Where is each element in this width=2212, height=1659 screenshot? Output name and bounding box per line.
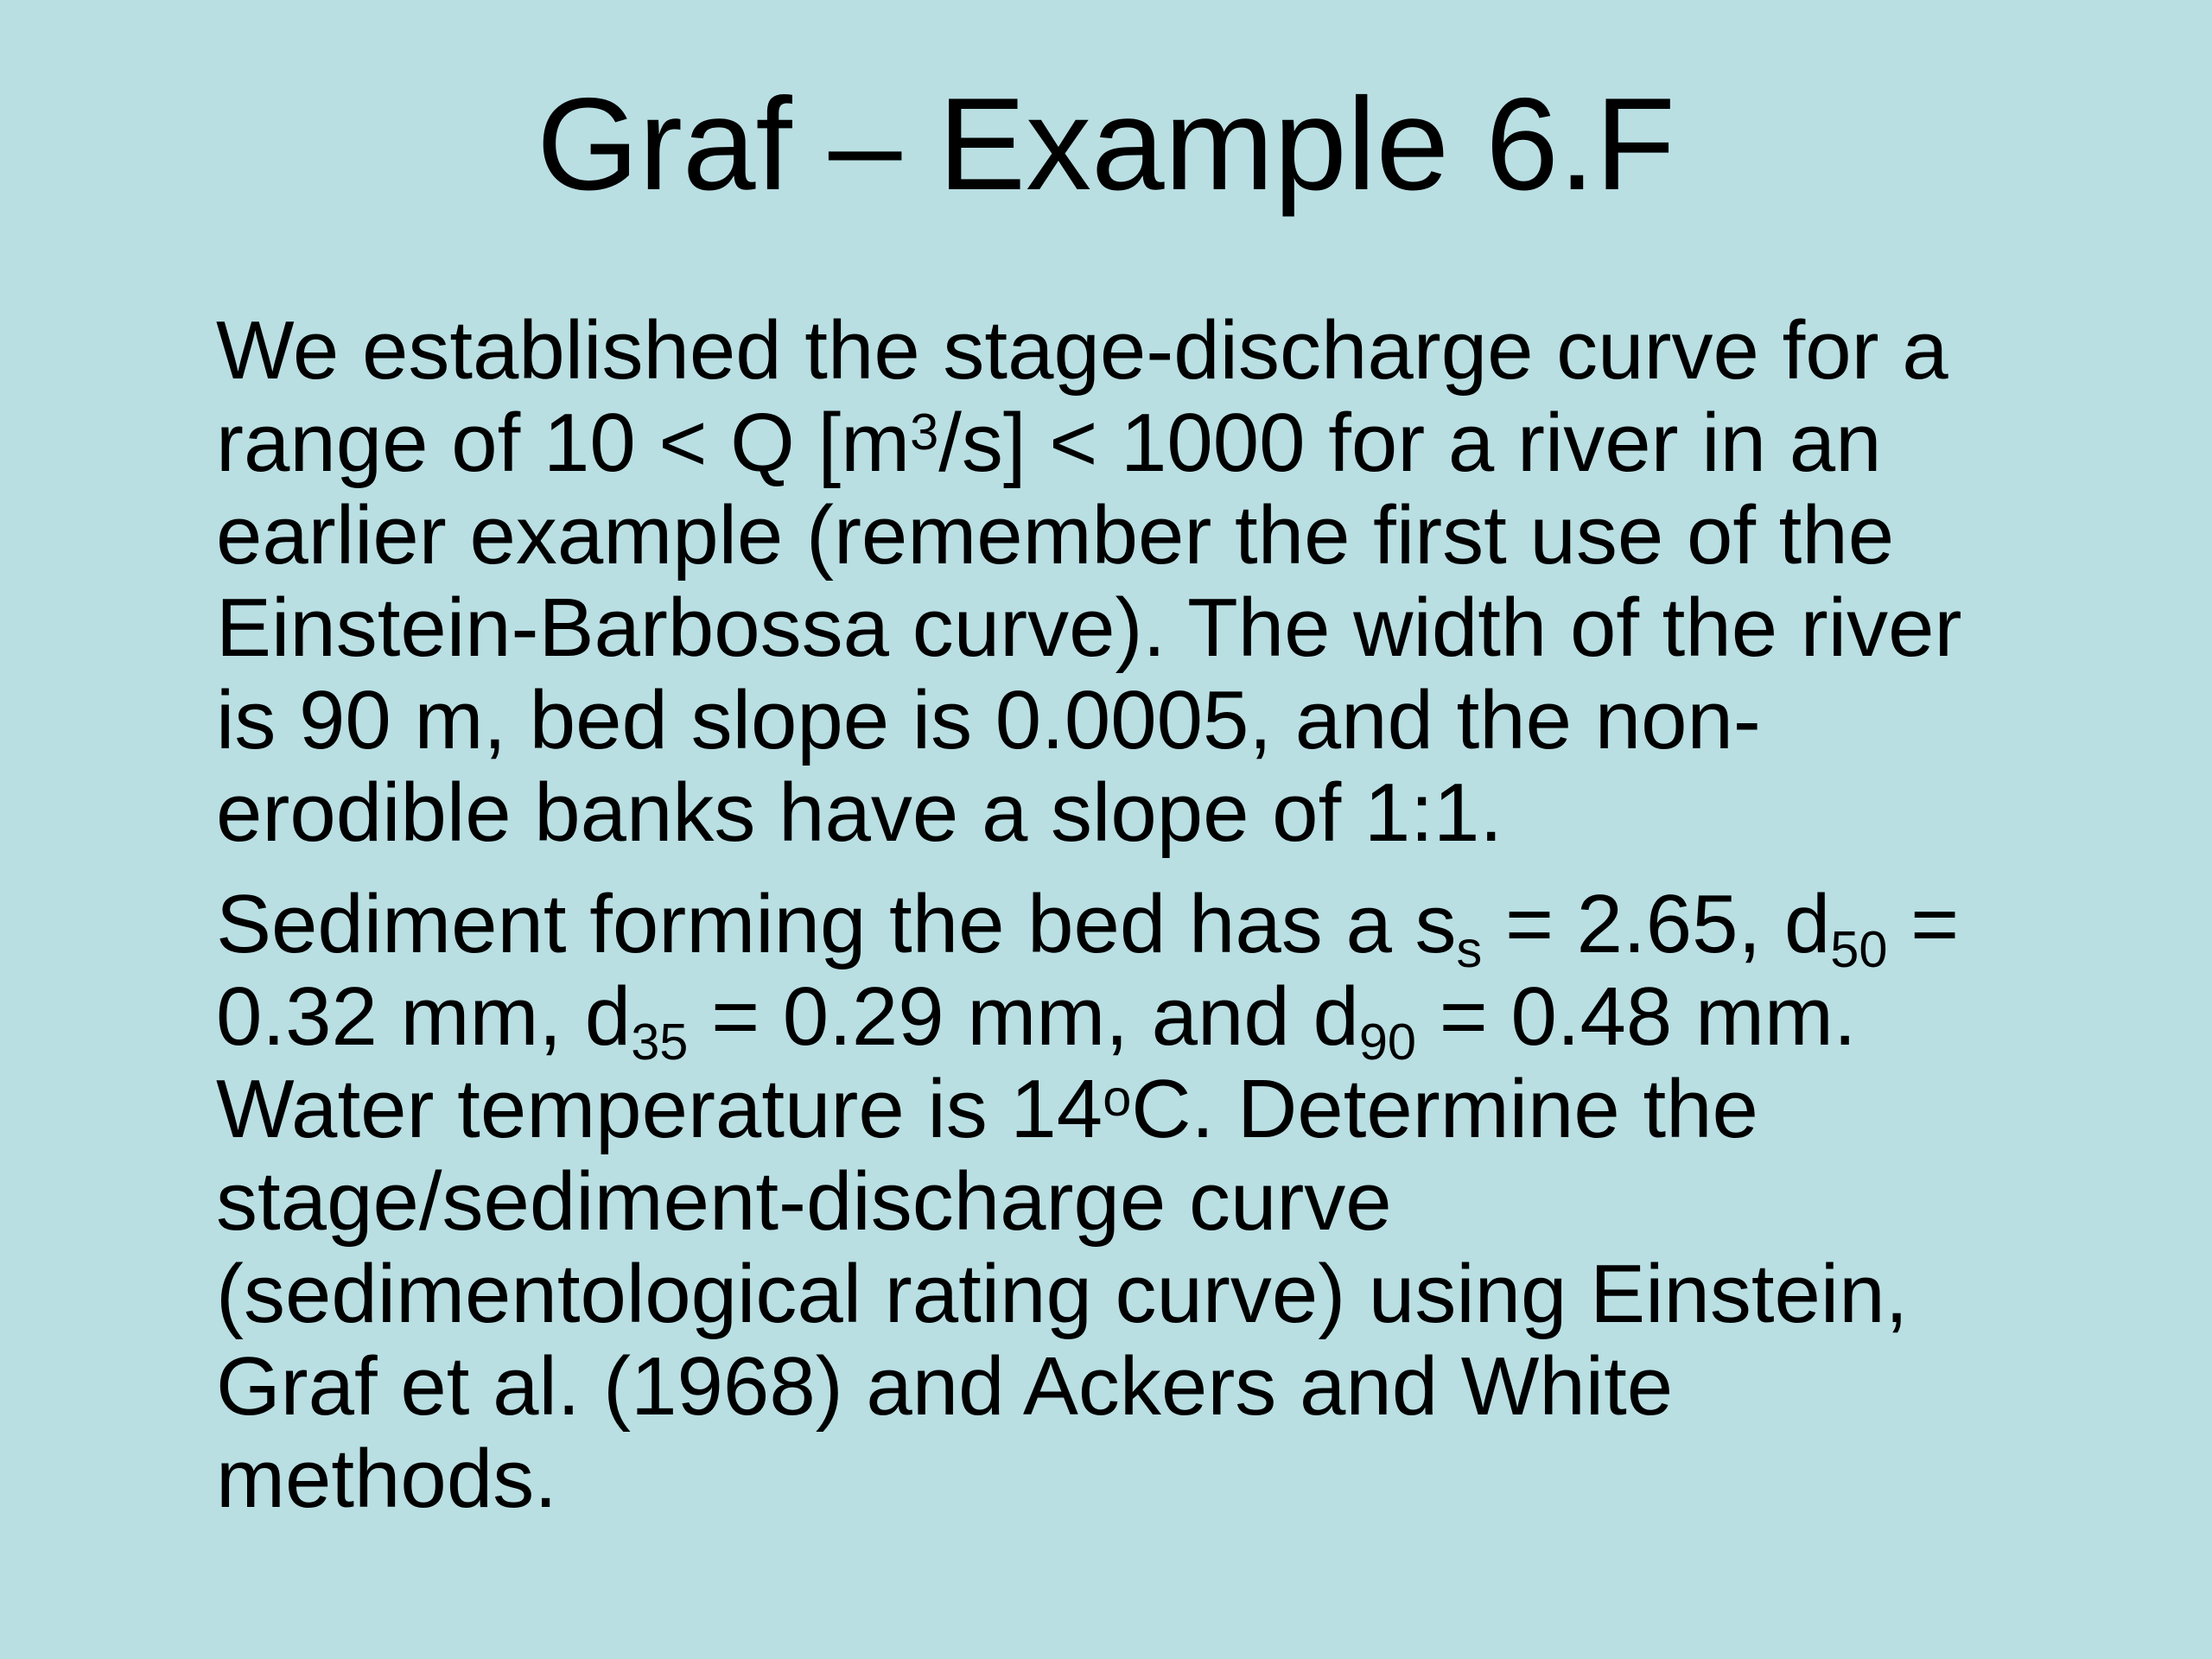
text-line: Einstein-Barbossa curve). The width of the river bbox=[216, 582, 1962, 674]
text-line: is 90 m, bed slope is 0.0005, and the non- bbox=[216, 674, 1761, 766]
subscript: 35 bbox=[631, 1012, 689, 1071]
text-run: Sediment forming the bed has a s bbox=[216, 878, 1457, 970]
text-line: (sedimentological rating curve) using Einstein, bbox=[216, 1248, 1909, 1340]
text-line bbox=[216, 1063, 2143, 1155]
text-line: Graf et al. (1968) and Ackers and White bbox=[216, 1340, 1674, 1433]
superscript: 3 bbox=[910, 403, 939, 461]
text-line: stage/sediment-discharge curve bbox=[216, 1155, 1392, 1248]
slide-body bbox=[216, 304, 2143, 1525]
text-run: C. Determine the bbox=[1131, 1063, 1758, 1155]
text-run: range of 10 < Q [m bbox=[216, 397, 911, 489]
text-line bbox=[216, 878, 2143, 978]
problem-statement-paragraph bbox=[216, 304, 2143, 859]
text-run: Water temperature is 14 bbox=[216, 1063, 1103, 1155]
subscript: s bbox=[1456, 919, 1483, 978]
text-run: = 0.48 mm. bbox=[1416, 970, 1857, 1063]
sediment-properties-paragraph bbox=[216, 878, 2143, 1525]
text-run: = 0.29 mm, and d bbox=[688, 970, 1359, 1063]
slide-title: Graf – Example 6.F bbox=[537, 71, 1675, 218]
text-run: = 2.65, d bbox=[1482, 878, 1831, 970]
text-line: erodible banks have a slope of 1:1. bbox=[216, 766, 1503, 859]
text-run: 0.32 mm, d bbox=[216, 970, 632, 1063]
subscript: 50 bbox=[1830, 919, 1888, 978]
text-line: methods. bbox=[216, 1433, 557, 1525]
text-line bbox=[216, 397, 2143, 489]
text-run: /s] < 1000 for a river in an bbox=[938, 397, 1882, 489]
text-run: = bbox=[1887, 878, 1960, 970]
subscript: 90 bbox=[1358, 1012, 1417, 1071]
superscript: o bbox=[1103, 1069, 1132, 1128]
text-line: earlier example (remember the first use of the bbox=[216, 489, 1895, 582]
text-line: We established the stage-discharge curve for a bbox=[216, 304, 1948, 397]
text-line bbox=[216, 970, 2143, 1071]
